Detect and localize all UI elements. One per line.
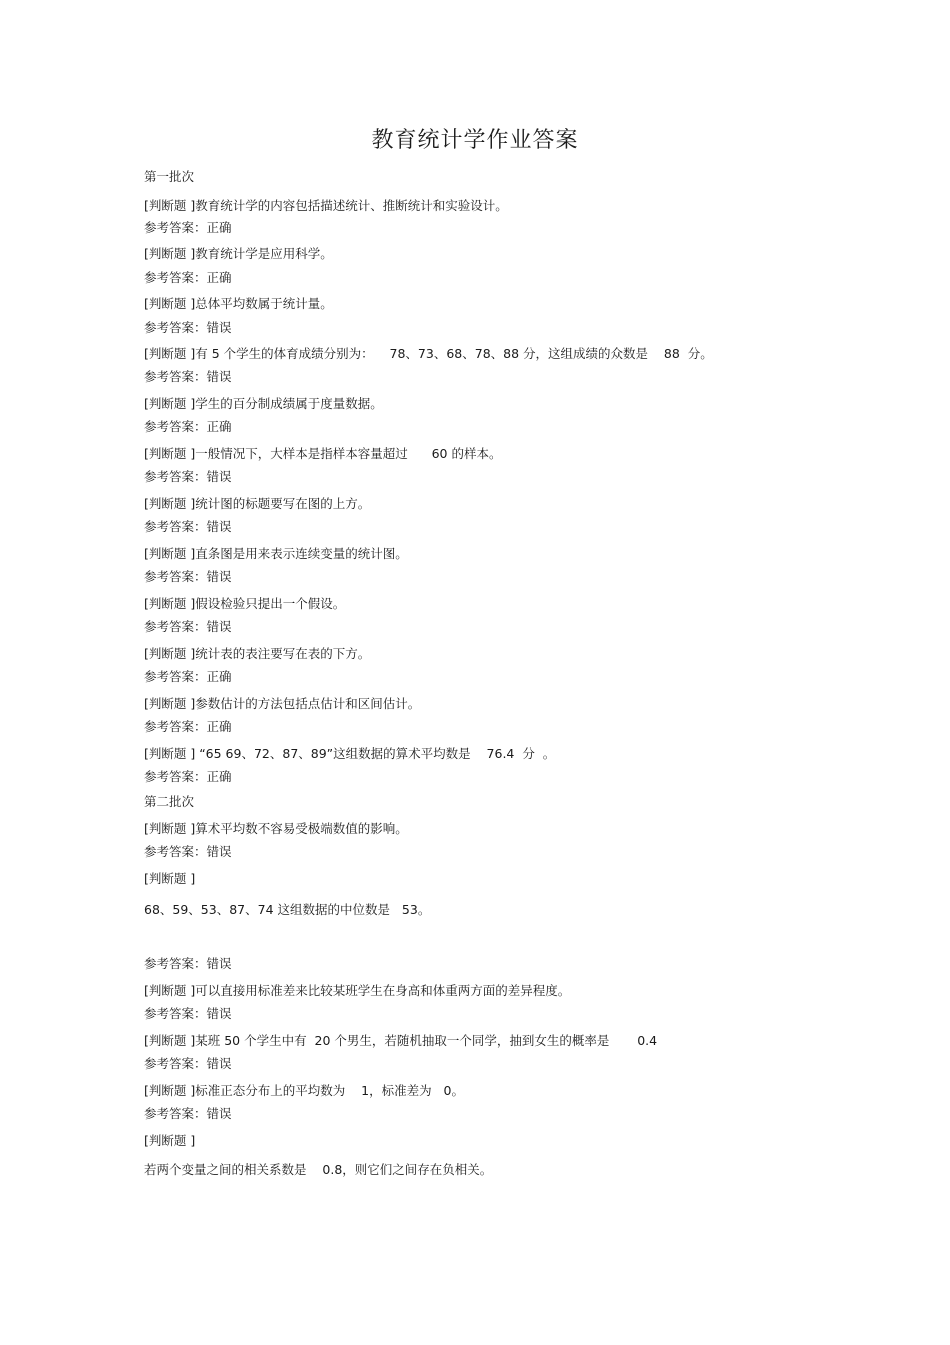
- answer-line: 参考答案：正确: [144, 220, 232, 235]
- question-line: [判断题 ]某班 50 个学生中有 20 个男生，若随机抽取一个同学，抽到女生的概率是 0.4: [144, 1033, 658, 1048]
- answer-line: 参考答案：正确: [144, 769, 232, 784]
- answer-line: 参考答案：正确: [144, 270, 232, 285]
- answer-line: 参考答案：错误: [144, 469, 232, 484]
- question-line: [判断题 ]算术平均数不容易受极端数值的影响。: [144, 821, 408, 836]
- answer-line: 参考答案：正确: [144, 419, 232, 434]
- question-line: [判断题 ]标准正态分布上的平均数为 1，标准差为 0。: [144, 1083, 464, 1098]
- answer-line: 参考答案：错误: [144, 619, 232, 634]
- question-line: [判断题 ]总体平均数属于统计量。: [144, 296, 333, 311]
- question-text: 68、59、53、87、74 这组数据的中位数是 53。: [144, 902, 431, 917]
- batch-label: 第一批次: [144, 169, 195, 184]
- document-title: 教育统计学作业答案: [371, 128, 579, 153]
- question-line: [判断题 ]: [144, 871, 196, 886]
- question-line: [判断题 ]统计表的表注要写在表的下方。: [144, 646, 371, 661]
- answer-line: 参考答案：错误: [144, 320, 232, 335]
- answer-line: 参考答案：错误: [144, 844, 232, 859]
- question-line: [判断题 ]教育统计学是应用科学。: [144, 246, 333, 261]
- answer-line: 参考答案：错误: [144, 519, 232, 534]
- answer-line: 参考答案：错误: [144, 956, 232, 971]
- answer-line: 参考答案：错误: [144, 569, 232, 584]
- question-text: 若两个变量之间的相关系数是 0.8，则它们之间存在负相关。: [144, 1162, 493, 1177]
- question-line: [判断题 ]参数估计的方法包括点估计和区间估计。: [144, 696, 421, 711]
- answer-line: 参考答案：错误: [144, 1106, 232, 1121]
- question-line: [判断题 ]有 5 个学生的体育成绩分别为： 78、73、68、78、88 分，这组成绩的众数是 88 分。: [144, 346, 713, 361]
- question-line: [判断题 ]: [144, 1133, 196, 1148]
- question-line: [判断题 ]直条图是用来表示连续变量的统计图。: [144, 546, 408, 561]
- answer-line: 参考答案：错误: [144, 369, 232, 384]
- question-line: [判断题 ]假设检验只提出一个假设。: [144, 596, 346, 611]
- answer-line: 参考答案：错误: [144, 1006, 232, 1021]
- question-line: [判断题 ]可以直接用标准差来比较某班学生在身高和体重两方面的差异程度。: [144, 983, 571, 998]
- answer-line: 参考答案：正确: [144, 719, 232, 734]
- answer-line: 参考答案：错误: [144, 1056, 232, 1071]
- answer-line: 参考答案：正确: [144, 669, 232, 684]
- batch-label: 第二批次: [144, 794, 195, 809]
- question-line: [判断题 ]学生的百分制成绩属于度量数据。: [144, 396, 383, 411]
- question-line: [判断题 ]一般情况下，大样本是指样本容量超过 60 的样本。: [144, 446, 502, 461]
- question-line: [判断题 ]教育统计学的内容包括描述统计、推断统计和实验设计。: [144, 198, 508, 213]
- question-line: [判断题 ]统计图的标题要写在图的上方。: [144, 496, 371, 511]
- question-line: [判断题 ] “65 69、72、87、89”这组数据的算术平均数是 76.4 分 。: [144, 746, 556, 761]
